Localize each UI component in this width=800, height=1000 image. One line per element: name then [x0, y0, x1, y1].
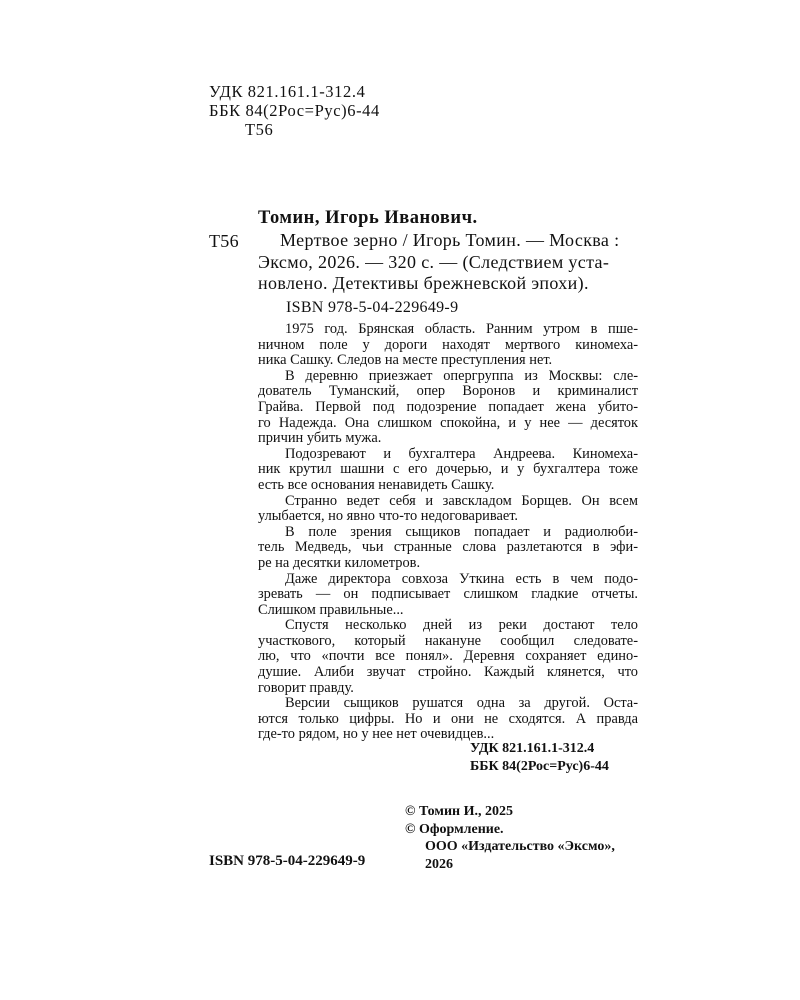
bbk-code: ББК 84(2Рос=Рус)6-44: [209, 101, 380, 120]
annotation-line: ются только цифры. Но и они не сходятся. А правда: [258, 711, 638, 727]
footer-isbn: ISBN 978-5-04-229649-9: [209, 853, 366, 869]
annotation-line: го Надежда. Она слишком спокойна, и у нее — десяток: [258, 415, 638, 431]
annotation-line: Версии сыщиков рушатся одна за другой. Оста-: [285, 696, 638, 712]
copyright-design: © Оформление.: [405, 821, 504, 837]
bibliographic-description: [258, 230, 638, 295]
annotation-line: говорит правду.: [258, 680, 354, 696]
annotation-line: Подозревают и бухгалтера Андреева. Киномеха-: [285, 446, 638, 462]
annotation-line: есть все основания ненавидеть Сашку.: [258, 477, 495, 493]
copyright-block: [405, 803, 615, 873]
cutter-code: Т56: [245, 120, 274, 139]
record-cutter-code: Т56: [209, 231, 239, 251]
annotation-line: ре на десятки километров.: [258, 555, 421, 571]
annotation-line: улыбается, но явно что-то недоговаривает.: [258, 509, 519, 525]
annotation-line: Грайва. Первой под подозрение попадает жена убито-: [258, 399, 638, 415]
annotation-line: зревать — он подписывает слишком гладкие отчеты.: [258, 587, 638, 603]
annotation-line: душие. Алиби звучат стройно. Каждый клянется, что: [258, 665, 638, 681]
annotation-line: ничном поле у дороги находят мертвого киномеха-: [258, 337, 638, 353]
annotation-line: Даже директора совхоза Уткина есть в чем подо-: [285, 571, 638, 587]
annotation-text: [258, 322, 638, 743]
annotation-line: лю, что «почти все понял». Деревня сохраняет едино-: [258, 649, 638, 665]
udk-code: УДК 821.161.1-312.4: [209, 82, 366, 101]
annotation-line: ник крутил шашни с его дочерью, и у бухгалтера тоже: [258, 462, 638, 478]
annotation-line: В деревню приезжает опергруппа из Москвы: сле-: [285, 368, 638, 384]
annotation-line: тель Медведь, чьи странные слова разлетаются в эфи-: [258, 540, 638, 556]
publisher-name: ООО «Издательство «Эксмо»,: [425, 839, 615, 854]
annotation-line: причин убить мужа.: [258, 431, 382, 447]
record-isbn: ISBN 978-5-04-229649-9: [286, 299, 459, 316]
footer-udk: УДК 821.161.1-312.4: [470, 741, 595, 756]
footer-classification: [470, 740, 609, 775]
footer-bbk: ББК 84(2Рос=Рус)6-44: [470, 758, 609, 774]
annotation-line: Слишком правильные...: [258, 602, 404, 618]
biblio-line: новлено. Детективы брежневской эпохи).: [258, 273, 589, 293]
publisher-year: 2026: [425, 856, 453, 872]
annotation-line: Странно ведет себя и завскладом Борщев. Он всем: [285, 493, 638, 509]
annotation-line: где-то рядом, но у нее нет очевидцев...: [258, 727, 495, 743]
annotation-line: 1975 год. Брянская область. Ранним утром в пше-: [285, 322, 638, 337]
annotation-line: дователь Туманский, опер Воронов и криминалист: [258, 384, 638, 400]
classification-codes: [209, 82, 380, 139]
annotation-line: ника Сашку. Следов на месте преступления нет.: [258, 353, 553, 369]
annotation-line: В поле зрения сыщиков попадает и радиолюби-: [285, 524, 638, 540]
annotation-line: Спустя несколько дней из реки достают тело: [285, 618, 638, 634]
copyright-author: © Томин И., 2025: [405, 804, 513, 819]
biblio-line: Мертвое зерно / Игорь Томин. — Москва :: [280, 230, 620, 250]
annotation-line: участкового, который накануне сообщил следовате-: [258, 633, 638, 649]
author-heading: Томин, Игорь Иванович.: [258, 208, 478, 228]
biblio-line: Эксмо, 2026. — 320 с. — (Следствием уста-: [258, 251, 610, 272]
